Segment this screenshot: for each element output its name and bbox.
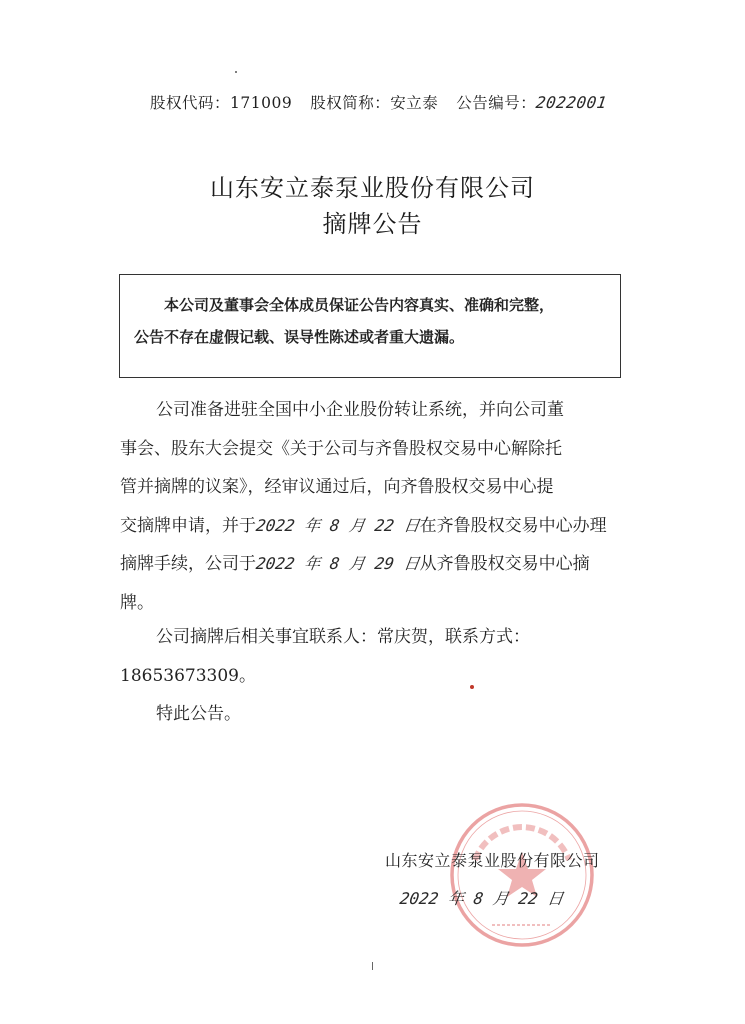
stock-name: 安立泰 — [390, 94, 439, 112]
contact-phone: 18653673309。 — [120, 665, 256, 686]
header-line — [150, 91, 710, 113]
scan-speck-red — [470, 685, 474, 689]
body-paragraph-closing — [120, 695, 620, 734]
body-line: 牌。 — [120, 592, 154, 613]
signature-date-handwritten: 2022 年 8 月 22 日 — [398, 889, 565, 908]
signature-company: 山东安立泰泵业股份有限公司 — [385, 851, 600, 870]
body-line — [120, 545, 620, 584]
body-text: 摘牌手续，公司于 — [120, 554, 256, 574]
stock-name-label: 股权简称： — [310, 94, 391, 112]
body-text: 在齐鲁股权交易中心办理 — [419, 515, 607, 536]
stock-code-label: 股权代码： — [150, 94, 231, 112]
body-paragraph-main — [120, 391, 620, 622]
notice-no-label: 公告编号： — [456, 94, 537, 112]
scan-speck — [235, 71, 237, 73]
stock-code: 171009 — [230, 94, 293, 112]
scan-mark — [372, 962, 373, 970]
body-line: 管并摘牌的议案》，经审议通过后，向齐鲁股权交易中心提 — [120, 477, 554, 497]
delisting-date-handwritten: 2022 年 8 月 29 日 — [254, 554, 422, 573]
company-title: 山东安立泰泵业股份有限公司 — [210, 174, 535, 202]
body-paragraph-contact — [120, 618, 620, 695]
closing-line: 特此公告。 — [156, 704, 241, 724]
disclaimer-box — [119, 274, 621, 378]
contact-line: 公司摘牌后相关事宜联系人：常庆贺，联系方式： — [156, 627, 530, 647]
body-text: 交摘牌申请，并于 — [120, 515, 256, 536]
application-date-handwritten: 2022 年 8 月 22 日 — [254, 515, 422, 535]
document-title: 摘牌公告 — [322, 210, 423, 238]
disclaimer-line: 本公司及董事会全体成员保证公告内容真实、准确和完整， — [164, 296, 555, 314]
body-text: 从齐鲁股权交易中心摘 — [419, 554, 590, 574]
body-line — [120, 507, 620, 546]
company-seal-stamp — [447, 800, 597, 950]
notice-number-handwritten: 2022001 — [534, 93, 609, 112]
body-line: 公司准备进驻全国中小企业股份转让系统，并向公司董 — [156, 400, 564, 420]
disclaimer-line: 公告不存在虚假记载、误导性陈述或者重大遗漏。 — [134, 328, 465, 346]
body-line: 事会、股东大会提交《关于公司与齐鲁股权交易中心解除托 — [120, 438, 562, 459]
signature-date — [400, 886, 564, 909]
